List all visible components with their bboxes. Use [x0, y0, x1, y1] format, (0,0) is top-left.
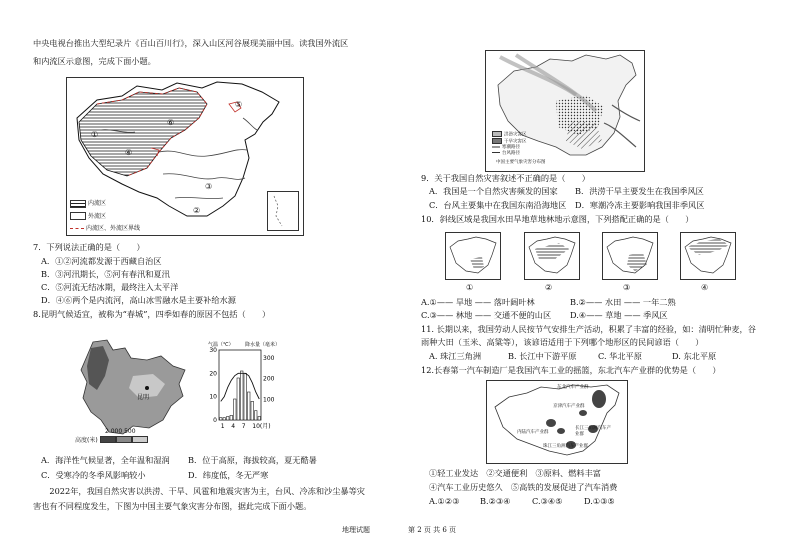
q10-map-2-number: ② — [545, 283, 553, 292]
climate-chart — [205, 336, 281, 444]
q8-option-b: B．位于高原，海拔较高，夏无酷暑 — [188, 455, 317, 465]
temp-tick-label: 30 — [209, 347, 217, 354]
q9-option-a: A．我国是一个自然灾害频发的国家 — [429, 186, 558, 196]
precip-bar — [248, 392, 251, 420]
precip-bar — [237, 378, 240, 420]
q9-option-c: C．台风主要集中在我国东南沿海地区 — [429, 200, 567, 210]
q9-option-b: B．洪涝干旱主要发生在我国季风区 — [575, 186, 704, 196]
temp-tick-label: 0 — [213, 417, 217, 424]
precip-bar — [251, 401, 254, 420]
drainage-legend — [70, 198, 140, 232]
q12-option-b: B.②③④ — [480, 496, 511, 506]
label-pearl-group: 珠江三角洲汽车产业群 — [543, 444, 588, 449]
temp-axis-label: 气温（℃） — [208, 342, 234, 348]
q7-option-a: A．①②河流都发源于西藏自治区 — [41, 256, 162, 266]
q8-stem: 8.昆明气候适宜，被称为“春城”，四季如春的原因不包括（ ） — [33, 309, 271, 319]
precip-bar — [241, 371, 244, 420]
drainage-map — [66, 77, 304, 236]
river-3-label: ③ — [205, 182, 213, 191]
q12-stem: 12.长春第一汽车制造厂是我国汽车工业的摇篮，东北汽车产业群的优势是（ ） — [421, 365, 721, 375]
disaster-caption: 中国主要气象灾害分布图 — [496, 160, 546, 165]
intro-line-1: 中央电视台推出大型纪录片《百山百川行》，深入山区河谷展现美丽中国。读我国外流区 — [33, 38, 349, 48]
q12-statements-2: ④汽车工业历史悠久 ⑤高铁的发展促进了汽车消费 — [429, 482, 618, 492]
precip-bar — [227, 417, 230, 421]
climate-plot-frame — [219, 350, 261, 420]
precip-tick-label: 100 — [263, 396, 275, 404]
q10-map-4-number: ④ — [701, 283, 709, 292]
precip-bar — [258, 417, 261, 421]
q10-stem: 10．斜线区域是我国水田旱地草地林地示意图，下列搭配正确的是（ ） — [421, 214, 694, 224]
q10-map-1-number: ① — [466, 283, 474, 292]
month-tick-label: 4 — [231, 423, 236, 430]
footer-page: 第 2 页 共 6 页 — [408, 526, 457, 534]
label-jingjin-group: 京津汽车产业群 — [553, 404, 585, 409]
q11-option-d: D. 东北平原 — [672, 351, 717, 361]
legend-drought: 干旱灾害区 — [504, 139, 527, 144]
precip-bar — [230, 415, 233, 420]
river-5-label: ⑤ — [235, 100, 243, 109]
auto-industry-map — [486, 380, 628, 464]
q12-option-d: D.①③⑤ — [584, 496, 615, 506]
river-2-label: ② — [193, 206, 201, 215]
q8-option-d: D．纬度低，冬无严寒 — [188, 470, 269, 480]
q10-map-3 — [602, 232, 658, 280]
q8-option-c: C．受寒冷的冬季风影响较小 — [41, 470, 146, 480]
q10-map-2 — [524, 232, 580, 280]
q12-statements-1: ①轻工业发达 ②交通便利 ③原料、燃料丰富 — [429, 468, 601, 478]
q7-option-b: B．③河汛期长，⑤河有春汛和夏汛 — [41, 269, 170, 279]
legend-cold-wave: 寒潮路径 — [502, 145, 520, 150]
q9-stem: 9．关于我国自然灾害叙述不正确的是（ ） — [421, 173, 590, 183]
month-tick-label: 10(月) — [252, 423, 271, 430]
q10-option-c: C.③—— 林地 —— 交通不便的山区 — [421, 310, 552, 320]
q11-stem-2: 雨种大田（玉米、高粱等），该谚语适用于下列哪个地形区的民间谚语（ ） — [421, 337, 704, 347]
q7-option-d: D．④⑥两个是内流河，高山冰雪融水是主要补给水源 — [41, 295, 236, 305]
q7-stem: 7．下列说法正确的是（ ） — [33, 242, 145, 252]
month-tick-label: 7 — [241, 423, 246, 430]
elevation-title: 高度(米) — [75, 437, 98, 444]
legend-flood: 洪涝灾害区 — [504, 132, 527, 138]
precip-tick-label: 200 — [263, 375, 275, 383]
q12-option-c: C.③④⑤ — [532, 496, 563, 506]
label-yangtze-group: 长江三角洲汽车产业群 — [575, 426, 611, 437]
legend-typhoon: 台风路径 — [502, 151, 520, 156]
q11-option-a: A. 珠江三角洲 — [429, 351, 482, 361]
legend-boundary: 内流区、外流区界线 — [86, 225, 141, 232]
precip-axis-label: 降水量（毫米） — [245, 342, 281, 348]
q11-stem-1: 11. 长期以来，我国劳动人民按节气安排生产活动，积累了丰富的经验，如：清明忙种麦，谷 — [421, 324, 756, 334]
month-tick-label: 1 — [220, 423, 225, 430]
q10-map-4 — [680, 232, 736, 280]
precip-bar — [255, 411, 258, 420]
south-sea-inset — [267, 191, 299, 231]
river-1-label: ① — [91, 130, 99, 139]
kunming-label: 昆明 — [137, 394, 150, 401]
q10-option-a: A.①—— 旱地 —— 落叶阔叶林 — [421, 297, 535, 307]
label-inland-group: 内陆汽车产业群 — [517, 430, 549, 435]
precip-bar — [244, 373, 247, 420]
disaster-map — [485, 50, 645, 172]
yunnan-relief-map — [73, 336, 195, 446]
legend-outer: 外流区 — [88, 212, 107, 220]
passage2-line-1: 2022年，我国自然灾害以洪涝、干旱、风雹和地震灾害为主，台风、冷冻和沙尘暴等灾 — [33, 486, 365, 496]
temp-tick-label: 10 — [209, 393, 217, 401]
q10-option-d: D.④—— 草地 —— 季风区 — [570, 310, 668, 320]
legend-inner: 内流区 — [88, 200, 107, 207]
river-6-label: ⑥ — [167, 118, 175, 127]
intro-line-2: 和内流区示意图，完成下面小题。 — [33, 56, 156, 66]
precip-bar — [223, 418, 226, 420]
elevation-legend — [75, 428, 148, 444]
disaster-legend — [492, 131, 527, 156]
q10-map-3-number: ③ — [623, 283, 631, 292]
q11-option-b: B. 长江中下游平原 — [508, 351, 577, 361]
q9-option-d: D．寒潮冷冻主要影响我国非季风区 — [575, 200, 705, 210]
q10-option-b: B.②—— 水田 —— 一年二熟 — [570, 297, 676, 307]
temp-tick-label: 20 — [209, 370, 217, 378]
elevation-scale: 2 000 500 — [105, 428, 136, 435]
q8-option-a: A．海洋性气候显著，全年温和湿润 — [41, 455, 170, 465]
q12-option-a: A.①②③ — [429, 496, 460, 506]
q10-map-1 — [445, 232, 501, 280]
label-northeast-group: 东北汽车产业群 — [557, 385, 589, 390]
q7-option-c: C．⑤河流无结冰期，最终注入太平洋 — [41, 282, 179, 292]
precip-tick-label: 300 — [263, 355, 275, 362]
footer-subject: 地理试题 — [342, 526, 370, 534]
passage2-line-2: 害也有不同程度发生，下图为中国主要气象灾害分布图，据此完成下面小题。 — [33, 501, 312, 511]
river-4-label: ④ — [125, 148, 133, 157]
q11-option-c: C. 华北平原 — [598, 351, 642, 361]
precip-bar — [220, 418, 223, 420]
precip-bar — [234, 399, 237, 420]
